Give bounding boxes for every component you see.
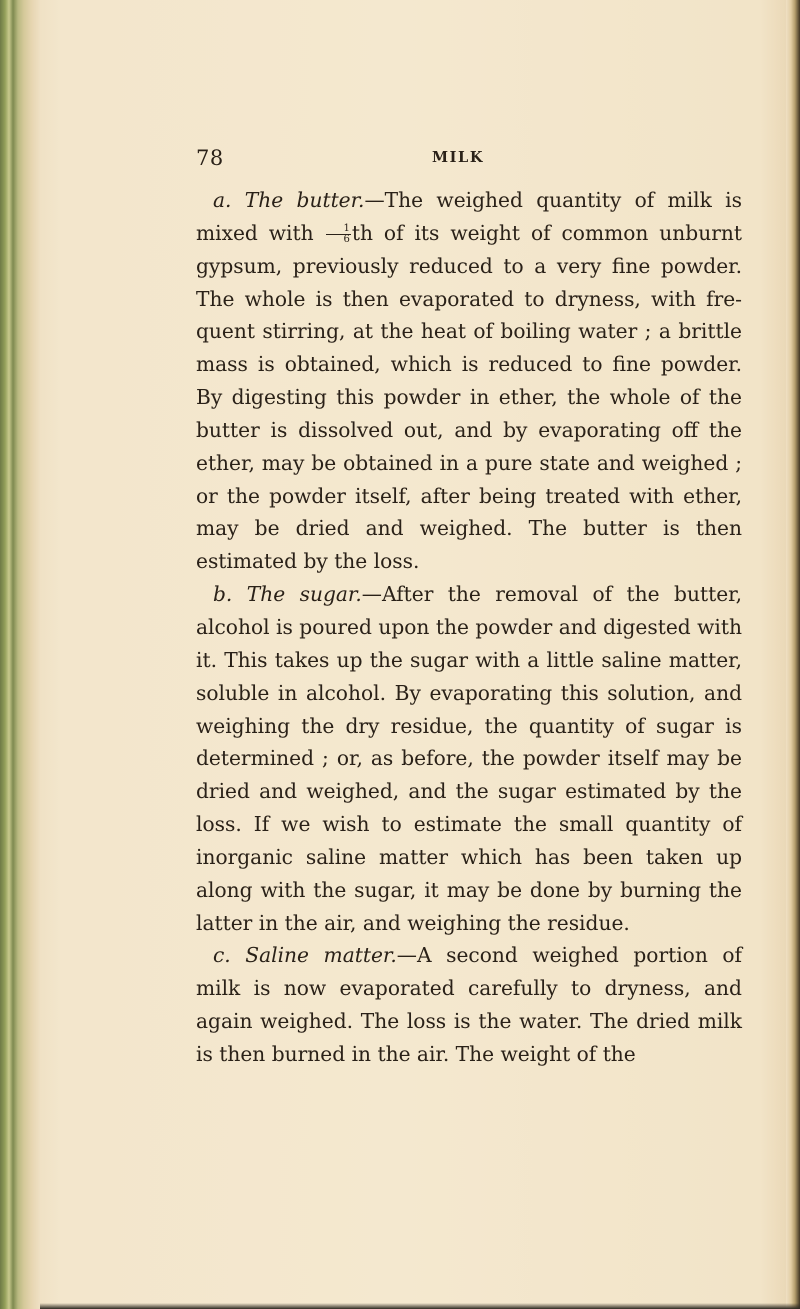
section-label-sugar: b. The sugar.: [213, 582, 362, 607]
section-label-saline: c. Saline matter.: [213, 943, 397, 968]
page-header: [196, 146, 756, 170]
page-number: 78: [196, 146, 224, 170]
paragraph-saline-matter: [196, 939, 742, 1070]
paragraph-text-part: —The weighed quantity of milk is mixed with: [196, 188, 742, 245]
fraction-one-sixth: [326, 224, 351, 245]
fraction-denominator: 6: [343, 233, 350, 245]
page-outer-edge: [786, 0, 800, 1309]
section-label-butter: a. The butter.: [213, 188, 365, 212]
paragraph-text: —After the removal of the butter, alcohol is poured upon the powder and digested with it. This takes up the sugar with a little saline matter, soluble in alcohol. By evaporating this solution, and weighing the dry residue, the quantity of sugar is determined ; or, as before, the powder itself may be dried and weighed, and the sugar estimated by the loss. If we wish to estimate the small quantity of inorganic saline matter which has been taken up along with the sugar, it may be done by burning the latter in the air, and weighing the residue.: [196, 582, 742, 935]
paragraph-sugar: [196, 578, 742, 939]
paragraph-butter: [196, 184, 742, 578]
fraction-numerator: 1: [326, 224, 351, 235]
paragraph-text: th of its weight of common unburnt gypsum, previously reduced to a very fine powder. The whole is then evaporated to dryness, with fre-quent stirring, at the heat of boiling water ; a brittle mass is obtained, which is reduced to fine powder. By digesting this powder in ether, the whole of the butter is dissolved out, and by evaporating off the ether, may be obtained in a pure state and weighed ; or the powder itself, after being treated with ether, may be dried and weighed. The butter is then estimated by the loss.: [196, 220, 742, 574]
body-text: [196, 184, 742, 1071]
page-binding-edge: [0, 0, 40, 1309]
paragraph-text: —A second weighed portion of milk is now evaporated carefully to dryness, and again weighed. The loss is the water. The dried milk is then burned in the air. The weight of the: [196, 943, 742, 1066]
page-bottom-shadow: [40, 1303, 800, 1309]
running-head: MILK: [432, 149, 485, 166]
